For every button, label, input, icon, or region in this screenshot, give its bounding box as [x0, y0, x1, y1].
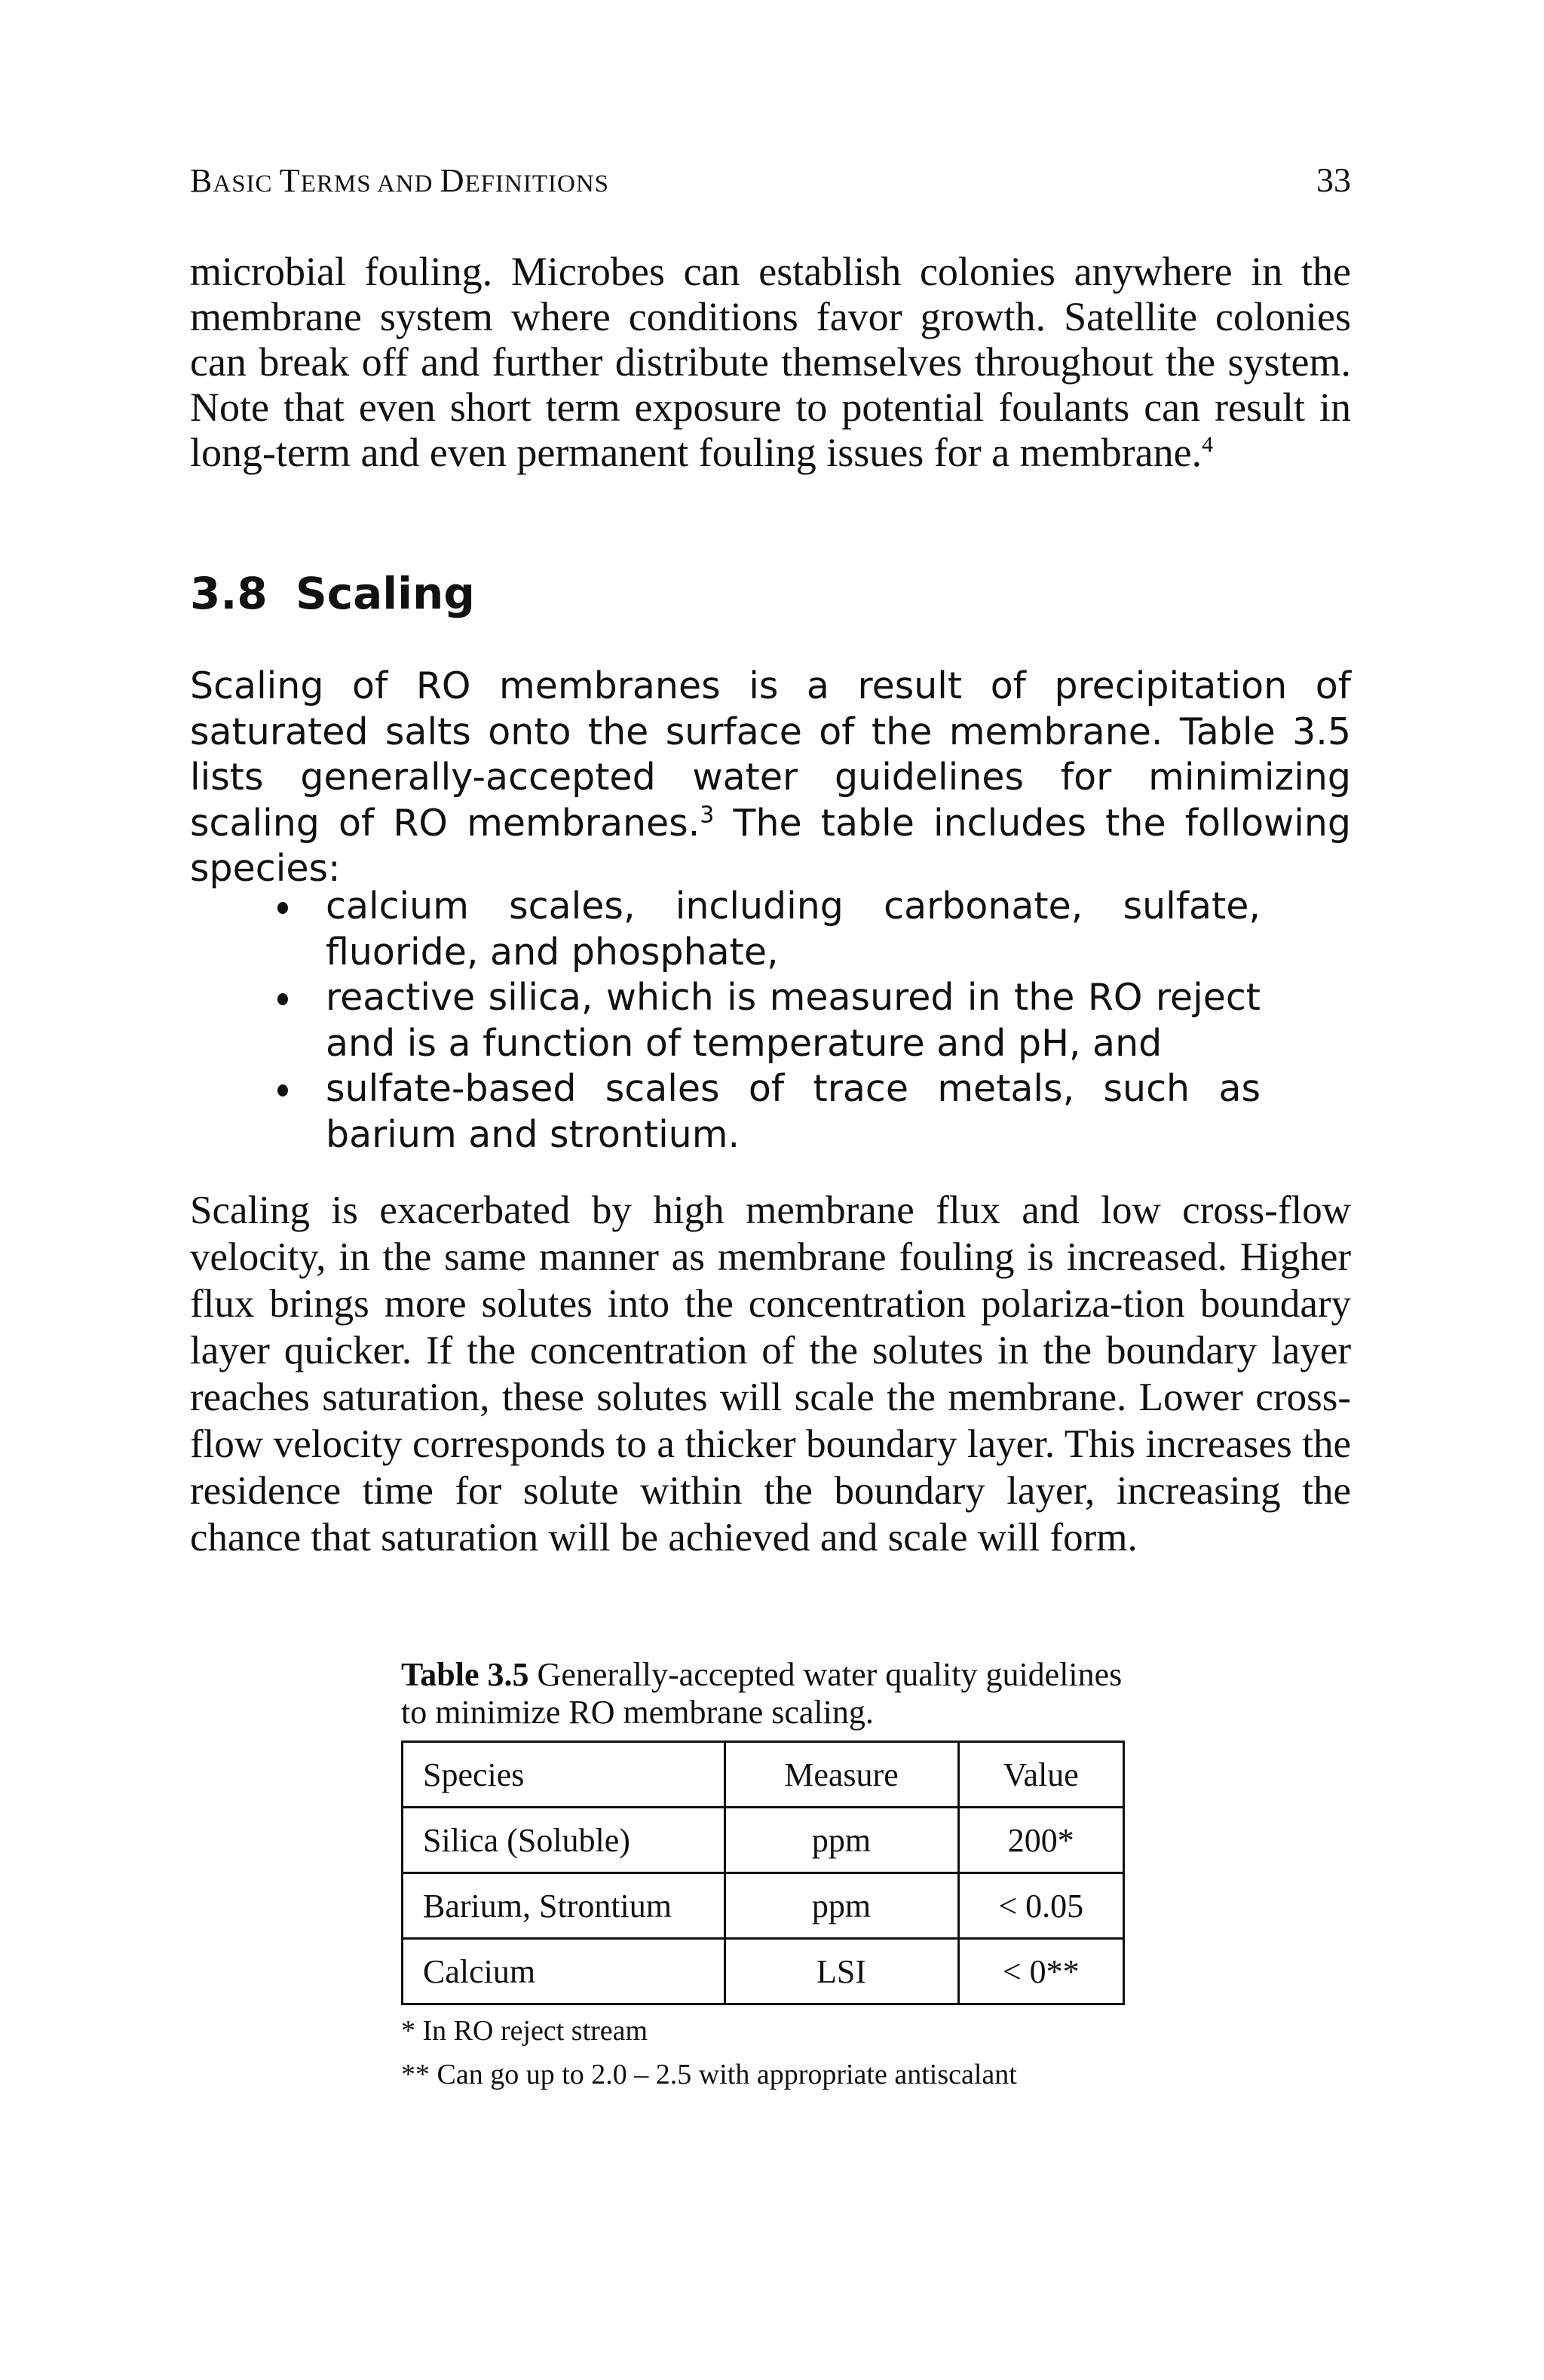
- column-header-value: Value: [958, 1742, 1124, 1808]
- column-header-measure: Measure: [725, 1742, 958, 1808]
- table-row: [403, 1939, 1124, 2004]
- running-title-part: ERMS AND: [300, 170, 440, 198]
- list-item: [190, 884, 1261, 975]
- table-caption-text: Generally-accepted water quality guidelines to minimize RO membrane scaling.: [401, 1656, 1123, 1731]
- citation-ref: 4: [1202, 432, 1214, 457]
- table-cell-measure: ppm: [725, 1873, 958, 1939]
- list-item: [190, 975, 1261, 1066]
- list-item-text: sulfate-based scales of trace metals, such as barium and strontium.: [326, 1067, 1261, 1156]
- running-title-part: B: [190, 162, 213, 199]
- table-cell-value: < 0.05: [958, 1873, 1124, 1939]
- list-item-text: reactive silica, which is measured in the RO reject and is a function of temperature and pH, and: [326, 976, 1261, 1065]
- running-title-part: T: [279, 162, 301, 199]
- table-cell-value: 200*: [958, 1808, 1124, 1873]
- table-cell-species: Barium, Strontium: [403, 1873, 725, 1939]
- table-footnote: * In RO reject stream: [401, 2015, 648, 2047]
- table-cell-species: Silica (Soluble): [403, 1808, 725, 1873]
- table-row: [403, 1808, 1124, 1873]
- table-caption: [401, 1656, 1140, 1731]
- guidelines-table: [401, 1741, 1125, 2005]
- section-number: 3.8: [190, 568, 268, 619]
- running-head: [190, 160, 1351, 200]
- table-block: [401, 1656, 1140, 2091]
- page-number: 33: [1316, 161, 1351, 199]
- paragraph-scaling-flux: Scaling is exacerbated by high membrane flux and low cross-flow velocity, in the same manner as membrane fouling is increased. Higher flux brings more solutes into the concentration polariza-tion boundary layer quicker. If the concentration of the solutes in the boundary layer reaches saturation, these solutes will scale the membrane. Lower cross-flow velocity corresponds to a thicker boundary layer. This increases the residence time for solute within the boundary layer, increasing the chance that saturation will be achieved and scale will form.: [190, 1188, 1351, 1560]
- paragraph-scaling-intro: [190, 664, 1351, 892]
- paragraph-text: microbial fouling. Microbes can establish colonies anywhere in the membrane system where conditions favor growth. Satellite colonies can break off and further distribute themselves throughout the system. Note that even short term exposure to potential foulants can result in long-term and even permanent fouling issues for a membrane.: [190, 249, 1351, 475]
- species-list: [190, 884, 1351, 1158]
- bullet-icon: [277, 993, 288, 1005]
- paragraph-text: The table includes the following species:: [190, 801, 1351, 890]
- bullet-icon: [277, 1084, 288, 1096]
- section-title: Scaling: [296, 568, 475, 619]
- bullet-icon: [277, 902, 288, 914]
- column-header-species: Species: [403, 1742, 725, 1808]
- list-item-text: calcium scales, including carbonate, sulfate, fluoride, and phosphate,: [326, 885, 1261, 974]
- table-cell-value: < 0**: [958, 1939, 1124, 2004]
- table-cell-measure: ppm: [725, 1808, 958, 1873]
- table-footnote: ** Can go up to 2.0 – 2.5 with appropriate antiscalant: [401, 2059, 1017, 2090]
- section-heading: [190, 567, 1351, 620]
- table-cell-measure: LSI: [725, 1939, 958, 2004]
- table-header-row: [403, 1742, 1124, 1808]
- running-title-part: D: [440, 162, 465, 199]
- running-title: [190, 161, 609, 200]
- table-label: Table 3.5: [401, 1656, 529, 1693]
- paragraph-text: Scaling of RO membranes is a result of precipitation of saturated salts onto the surface of the membrane. Table 3.5 lists generally-accepted water guidelines for minimizing scaling of RO membranes.: [190, 664, 1351, 845]
- paragraph-microbial-fouling: [190, 249, 1351, 475]
- list-item: [190, 1066, 1261, 1158]
- running-title-part: EFINITIONS: [464, 170, 609, 198]
- running-title-part: ASIC: [213, 170, 280, 198]
- table-row: [403, 1873, 1124, 1939]
- citation-ref: 3: [700, 802, 715, 829]
- table-cell-species: Calcium: [403, 1939, 725, 2004]
